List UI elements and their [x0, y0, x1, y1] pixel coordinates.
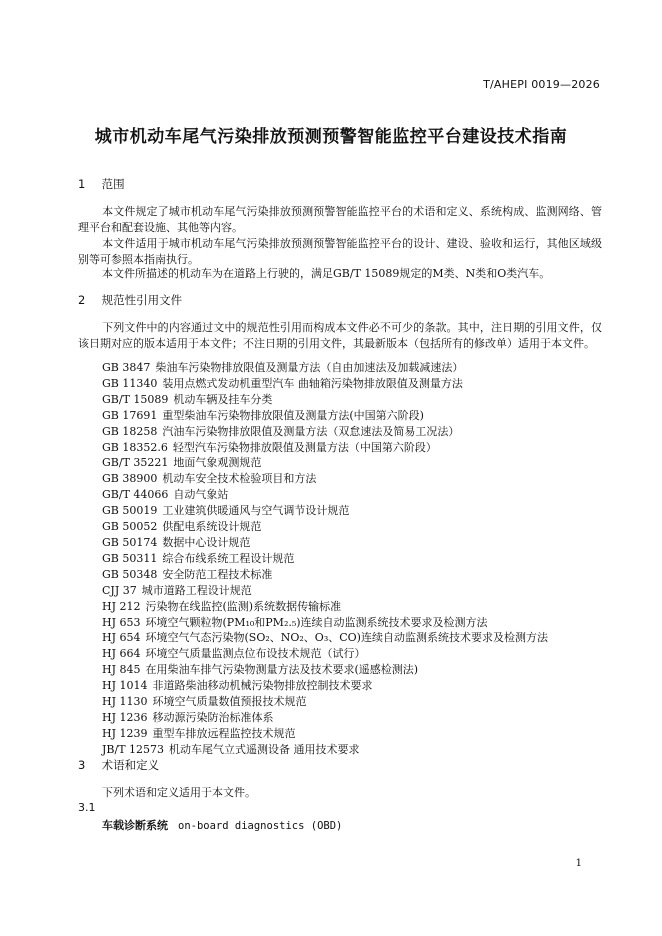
reference-item: [102, 742, 548, 758]
section-heading-terms: [78, 757, 159, 773]
section-heading-normative-references: [78, 292, 182, 308]
reference-item: [102, 615, 548, 631]
reference-title: 装用点燃式发动机重型汽车 曲轴箱污染物排放限值及测量方法: [162, 376, 463, 390]
reference-code: HJ 212: [102, 599, 141, 613]
reference-item: [102, 487, 548, 503]
reference-code: HJ 653: [102, 615, 141, 629]
reference-code: GB 50311: [102, 551, 158, 565]
reference-code: HJ 1236: [102, 710, 148, 724]
reference-title: 机动车辆及挂车分类: [173, 392, 273, 406]
reference-code: GB 50348: [102, 567, 158, 581]
reference-item: [102, 630, 548, 646]
reference-title: 机动车安全技术检验项目和方法: [162, 472, 317, 486]
reference-code: HJ 664: [102, 647, 141, 661]
reference-code: HJ 1014: [102, 679, 148, 693]
reference-item: [102, 535, 548, 551]
reference-title: 移动源污染防治标准体系: [152, 710, 274, 724]
section-heading-scope: [78, 176, 125, 192]
scope-paragraph-2: [78, 236, 602, 268]
reference-code: GB 18352.6: [102, 440, 168, 454]
section-number: 3: [78, 758, 86, 772]
reference-code: GB/T 15089: [102, 392, 169, 406]
reference-item: [102, 440, 548, 456]
reference-item: [102, 519, 548, 535]
reference-item: [102, 662, 548, 678]
terms-intro: [78, 785, 602, 801]
reference-title: 轻型汽车污染物排放限值及测量方法（中国第六阶段）: [172, 440, 437, 454]
reference-item: [102, 408, 548, 424]
term-chinese: 车载诊断系统: [102, 819, 168, 832]
reference-code: CJJ 37: [102, 583, 137, 597]
reference-title: 工业建筑供暖通风与空气调节设计规范: [162, 504, 350, 518]
reference-title: 供配电系统设计规范: [162, 520, 262, 534]
reference-item: [102, 726, 548, 742]
section-number: 2: [78, 293, 86, 307]
reference-title: 环境空气气态污染物(SO₂、NO₂、O₃、CO)连续自动监测系统技术要求及检测方法: [145, 631, 548, 645]
reference-title: 安全防范工程技术标准: [162, 567, 273, 581]
reference-item: [102, 424, 548, 440]
section-title: 范围: [101, 177, 125, 191]
paragraph-text: 下列文件中的内容通过文中的规范性引用而构成本文件必不可少的条款。其中，注日期的引用文件，仅该日期对应的版本适用于本文件；不注日期的引用文件，其最新版本（包括所有的修改单）适用于本文件。: [78, 321, 602, 350]
reference-code: GB/T 44066: [102, 488, 169, 502]
reference-title: 环境空气颗粒物(PM₁₀和PM₂.₅)连续自动监测系统技术要求及检测方法: [145, 615, 488, 629]
section-title: 术语和定义: [101, 758, 160, 772]
reference-code: HJ 845: [102, 663, 141, 677]
reference-item: [102, 678, 548, 694]
reference-code: GB/T 35221: [102, 456, 169, 470]
reference-title: 重型车排放远程监控技术规范: [152, 726, 296, 740]
reference-code: GB 38900: [102, 472, 158, 486]
reference-title: 城市道路工程设计规范: [141, 583, 252, 597]
reference-item: [102, 694, 548, 710]
reference-list: [102, 360, 548, 758]
reference-item: [102, 599, 548, 615]
reference-title: 污染物在线监控(监测)系统数据传输标准: [145, 599, 342, 613]
reference-title: 重型柴油车污染物排放限值及测量方法(中国第六阶段): [162, 408, 424, 422]
reference-code: GB 17691: [102, 408, 158, 422]
reference-item: [102, 455, 548, 471]
reference-title: 地面气象观测规范: [173, 456, 262, 470]
reference-code: HJ 654: [102, 631, 141, 645]
term-english: on-board diagnostics (OBD): [178, 820, 343, 832]
paragraph-text: 本文件规定了城市机动车尾气污染排放预测预警智能监控平台的术语和定义、系统构成、监测网络、管理平台和配套设施、其他等内容。: [78, 205, 602, 234]
reference-title: 环境空气质量数值预报技术规范: [152, 695, 307, 709]
reference-item: [102, 551, 548, 567]
reference-item: [102, 710, 548, 726]
reference-code: GB 18258: [102, 424, 158, 438]
reference-item: [102, 583, 548, 599]
reference-code: GB 50019: [102, 504, 158, 518]
paragraph-text: 本文件适用于城市机动车尾气污染排放预测预警智能监控平台的设计、建设、验收和运行，其他区域级别等可参照本指南执行。: [78, 237, 602, 266]
term-number: 3.1: [78, 801, 96, 814]
reference-item: [102, 376, 548, 392]
scope-paragraph-1: [78, 204, 602, 236]
reference-title: 柴油车污染物排放限值及测量方法（自由加速法及加载减速法）: [155, 361, 464, 374]
reference-item: [102, 567, 548, 583]
reference-title: 自动气象站: [173, 488, 229, 502]
reference-item: [102, 392, 548, 408]
reference-title: 环境空气质量监测点位布设技术规范（试行）: [145, 647, 366, 661]
reference-code: GB 50174: [102, 535, 158, 549]
term-entry: [102, 817, 342, 833]
reference-item: [102, 503, 548, 519]
reference-code: JB/T 12573: [102, 742, 165, 756]
references-intro: [78, 320, 602, 352]
reference-title: 数据中心设计规范: [162, 535, 251, 549]
reference-item: [102, 360, 548, 376]
reference-title: 在用柴油车排气污染物测量方法及技术要求(遥感检测法): [145, 663, 419, 677]
paragraph-text: 下列术语和定义适用于本文件。: [102, 786, 256, 799]
reference-code: GB 3847: [102, 361, 151, 374]
reference-title: 综合布线系统工程设计规范: [162, 551, 295, 565]
document-id: T/AHEPI 0019—2026: [483, 78, 600, 91]
section-number: 1: [78, 177, 86, 191]
reference-code: HJ 1239: [102, 726, 148, 740]
reference-title: 汽油车污染物排放限值及测量方法（双怠速法及简易工况法）: [162, 424, 460, 438]
page-number: 1: [575, 858, 582, 869]
section-title: 规范性引用文件: [101, 293, 183, 307]
reference-code: GB 50052: [102, 520, 158, 534]
reference-title: 非道路柴油移动机械污染物排放控制技术要求: [152, 679, 373, 693]
reference-code: GB 11340: [102, 376, 158, 390]
paragraph-text: 本文件所描述的机动车为在道路上行驶的，满足GB/T 15089规定的M类、N类和O类汽车。: [102, 267, 551, 280]
reference-item: [102, 471, 548, 487]
reference-item: [102, 646, 548, 662]
reference-title: 机动车尾气立式遥测设备 通用技术要求: [169, 742, 360, 756]
reference-code: HJ 1130: [102, 695, 148, 709]
document-title: 城市机动车尾气污染排放预测预警智能监控平台建设技术指南: [94, 127, 568, 147]
scope-paragraph-3: [78, 266, 602, 282]
